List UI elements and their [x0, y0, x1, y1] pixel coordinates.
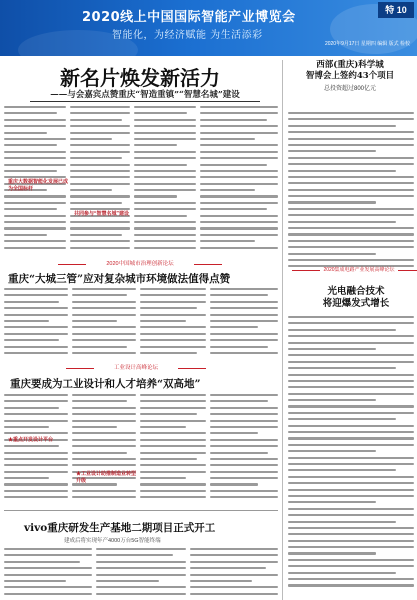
banner-title: 2020线上中国国际智能产业博览会: [82, 10, 296, 25]
article-body-column: [210, 394, 278, 506]
article-body-column: [210, 288, 278, 360]
forum-tag: 2020集成电路产业发展高峰论坛: [323, 267, 395, 273]
article-body-column: [72, 394, 136, 506]
article-headline: 重庆“大城三管”应对复杂城市环境做法值得点赞: [8, 273, 231, 285]
lead-section-heading: 共同参与“智慧名城”建设: [74, 211, 130, 217]
sidebar-article-header: [286, 60, 414, 108]
issue-meta: 2020年9月17日 星期四 编辑 版式 检校: [324, 41, 410, 47]
sidebar-headline-line1: 西部(重庆)科学城: [316, 60, 384, 70]
lead-body-column: [200, 106, 278, 256]
article-body-column: [4, 548, 92, 598]
forum-tag: 工业设计高峰论坛: [96, 364, 176, 373]
article-body-column: [288, 316, 414, 598]
masthead-banner: [0, 0, 417, 56]
divider: [30, 101, 260, 102]
article-body-column: [72, 288, 136, 360]
lead-body-column: [70, 106, 130, 256]
article-deck: 建成后将实现年产4000万台5G智能终端: [64, 538, 161, 544]
sidebar-body: [288, 112, 414, 270]
banner-slogan: 智能化，为经济赋能 为生活添彩: [112, 30, 263, 41]
article-headline-box: [300, 286, 412, 310]
article-section-heading: ★重点开发设计平台: [8, 437, 54, 443]
sidebar-headline-line2: 智博会上签约43个项目: [305, 70, 395, 81]
article-headline: vivo重庆研发生产基地二期项目正式开工: [24, 522, 216, 534]
lead-body-column: [134, 106, 196, 256]
divider: [4, 510, 278, 511]
sidebar-subheadline: 总投资超过800亿元: [323, 86, 376, 93]
forum-tag: 2020中国城市治理创新论坛: [88, 260, 192, 269]
article-headline-line2: 将迎爆发式增长: [322, 298, 390, 309]
article-headline-line1: 光电融合技术: [327, 286, 385, 297]
article-body-column: [96, 548, 186, 598]
article-section-heading: ★工业设计助推制造业转型升级: [76, 471, 137, 484]
lead-headline: 新名片焕发新活力: [60, 66, 220, 90]
page-number-badge: 特 10: [378, 2, 414, 18]
lead-subheadline: ——与会嘉宾点赞重庆“智造重镇”“智慧名城”建设: [50, 90, 240, 100]
lead-section-heading: 重庆大数据智能化发展已成为全国标杆: [8, 179, 69, 192]
article-body-column: [190, 548, 278, 598]
article-body-column: [4, 394, 68, 506]
column-divider: [282, 60, 283, 600]
article-headline: 重庆要成为工业设计和人才培养“双高地”: [10, 378, 201, 390]
article-body-column: [140, 288, 206, 360]
article-body-column: [4, 288, 68, 360]
article-body-column: [140, 394, 206, 506]
